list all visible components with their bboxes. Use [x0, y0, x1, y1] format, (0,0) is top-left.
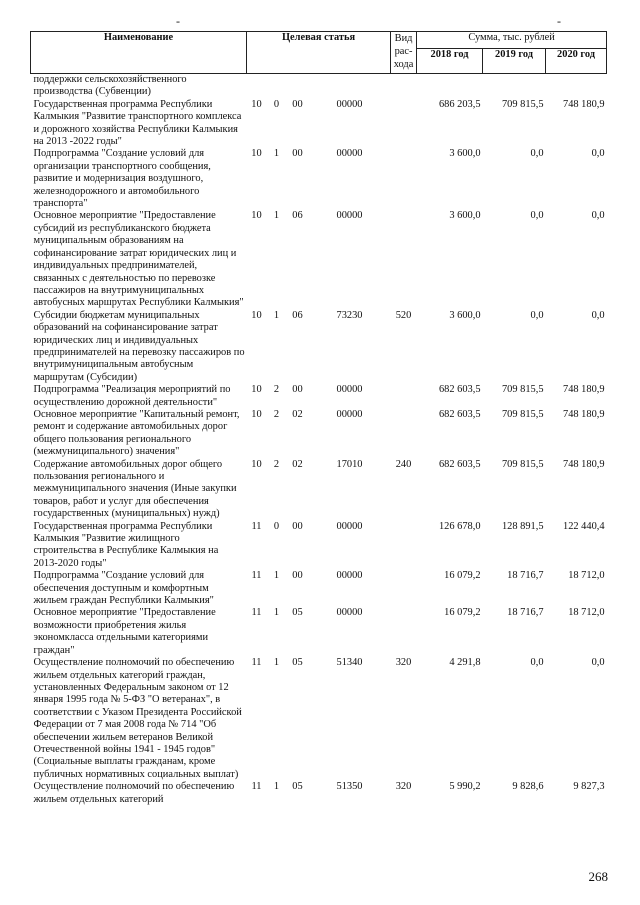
row-name: Подпрограмма "Реализация мероприятий по осуществлению дорожной деятельности": [33, 384, 231, 408]
amount-2020: 0,0: [591, 210, 605, 222]
code-program: 11: [251, 570, 262, 582]
code-direction: 00000: [336, 210, 363, 222]
code-direction: 73230: [336, 309, 363, 321]
amount-2019: 0,0: [530, 657, 544, 669]
amount-2019: 128 891,5: [501, 520, 544, 532]
amount-2019: 709 815,5: [501, 408, 544, 420]
code-subprogram: 1: [273, 309, 280, 321]
code-direction: 51340: [336, 657, 363, 669]
amount-2018: 3 600,0: [449, 210, 481, 222]
code-program: [247, 74, 267, 99]
amount-2020: 18 712,0: [568, 607, 605, 619]
header-target: Целевая статья: [247, 32, 391, 74]
table-row: [31, 99, 607, 149]
amount-2019: 709 815,5: [501, 98, 544, 110]
amount-2018: 4 291,8: [449, 657, 481, 669]
row-name: поддержки сельскохозяйственного производства (Субвенции): [33, 74, 187, 98]
page-mark-right: -: [557, 14, 561, 28]
code-subprogram: 1: [273, 148, 280, 160]
row-name: Основное мероприятие "Предоставление субсидий из республиканского бюджета муниципальным образованиям на софинансирование затрат юридических лиц и индивидуальных предпринимателей, связанных с деятельностью по перевозке пассажиров на внутримуниципальных автобусных маршрутах Республики Калмыкия": [33, 210, 244, 309]
expense-type: 320: [395, 781, 412, 793]
header-2019: 2019 год: [483, 49, 546, 74]
table-row: [31, 210, 607, 309]
header-name: Наименование: [31, 32, 247, 74]
code-event: 05: [292, 607, 303, 619]
code-direction: [309, 74, 391, 99]
code-event: 00: [292, 520, 303, 532]
table-row: [31, 521, 607, 571]
code-direction: 17010: [336, 458, 363, 470]
amount-2020: 9 827,3: [573, 781, 605, 793]
amount-2020: 748 180,9: [563, 98, 605, 110]
code-subprogram: 2: [273, 384, 280, 396]
amount-2018: 682 603,5: [438, 458, 481, 470]
code-event: 06: [292, 309, 303, 321]
header-sum: Сумма, тыс. рублей: [417, 32, 607, 49]
amount-2019: 18 716,7: [507, 570, 544, 582]
code-direction: 00000: [336, 570, 363, 582]
expense-type: [391, 521, 417, 571]
code-subprogram: 2: [273, 408, 280, 420]
expense-type: [391, 409, 417, 459]
page-number: 268: [588, 869, 608, 884]
amount-2019: [483, 74, 546, 99]
amount-2018: 3 600,0: [449, 148, 481, 160]
row-name: Основное мероприятие "Предоставление возможности приобретения жилья экономкласса отдельными категориями граждан": [33, 607, 216, 656]
table-row: [31, 570, 607, 607]
expense-type: [391, 148, 417, 210]
code-program: 10: [251, 309, 262, 321]
code-event: 00: [292, 98, 303, 110]
table-row: [31, 74, 607, 99]
amount-2019: 0,0: [530, 148, 544, 160]
amount-2020: 748 180,9: [563, 408, 605, 420]
code-program: 10: [251, 384, 262, 396]
table-row: [31, 148, 607, 210]
code-program: 10: [251, 458, 262, 470]
code-program: 11: [251, 520, 262, 532]
amount-2020: 748 180,9: [563, 458, 605, 470]
expense-type: [391, 607, 417, 657]
code-event: 00: [292, 570, 303, 582]
table-row: [31, 657, 607, 781]
amount-2018: 16 079,2: [444, 607, 481, 619]
expense-type: [391, 570, 417, 607]
table-row: [31, 384, 607, 409]
amount-2018: 3 600,0: [449, 309, 481, 321]
amount-2020: 748 180,9: [563, 384, 605, 396]
code-program: 10: [251, 98, 262, 110]
code-subprogram: 2: [273, 458, 280, 470]
amount-2019: 709 815,5: [501, 384, 544, 396]
code-event: 00: [292, 384, 303, 396]
code-direction: 51350: [336, 781, 363, 793]
expense-type: [391, 210, 417, 309]
row-name: Осуществление полномочий по обеспечению жильем отдельных категорий: [33, 781, 235, 805]
code-subprogram: [267, 74, 287, 99]
expense-type: 520: [395, 309, 412, 321]
row-name: Государственная программа Республики Калмыкия "Развитие жилищного строительства в Республике Калмыкия на 2013-2020 годы": [33, 520, 219, 569]
code-program: 10: [251, 408, 262, 420]
code-event: [287, 74, 309, 99]
header-vid: Вид рас-хода: [391, 32, 417, 74]
code-direction: 00000: [336, 408, 363, 420]
row-name: Субсидии бюджетам муниципальных образований на софинансирование затрат юридических лиц и индивидуальных предпринимателей на перевозку пассажиров по внутримуниципальным автобусным маршрутам (Субсидии): [33, 309, 245, 383]
amount-2019: 0,0: [530, 210, 544, 222]
amount-2018: 16 079,2: [444, 570, 481, 582]
table-body: [31, 74, 607, 806]
amount-2020: 18 712,0: [568, 570, 605, 582]
expense-type: 320: [395, 657, 412, 669]
expense-type: [391, 99, 417, 149]
row-name: Подпрограмма "Создание условий для организации транспортного сообщения, развитие и модернизация воздушного, железнодорожного и автомобильного транспорта": [33, 148, 211, 210]
code-program: 10: [251, 148, 262, 160]
row-name: Подпрограмма "Создание условий для обеспечения доступным и комфортным жильем граждан Республики Калмыкия": [33, 570, 214, 607]
amount-2020: 0,0: [591, 148, 605, 160]
page-mark-left: -: [176, 14, 180, 28]
table-row: [31, 310, 607, 384]
code-event: 05: [292, 781, 303, 793]
amount-2020: 0,0: [591, 309, 605, 321]
code-direction: 00000: [336, 520, 363, 532]
row-name: Осуществление полномочий по обеспечению жильем отдельных категорий граждан, установленных Федеральным законом от 12 января 1995 года № 5-ФЗ "О ветеранах", в соответствии с Указом Президента Российской Федерации от 7 мая 2008 года № 714 "Об обеспечении жильем ветеранов Великой Отечественной войны 1941 - 1945 годов" (Социальные выплаты гражданам, кроме публичных нормативных социальных выплат): [33, 657, 242, 780]
code-program: 10: [251, 210, 262, 222]
code-subprogram: 1: [273, 210, 280, 222]
row-name: Основное мероприятие "Капитальный ремонт, ремонт и содержание автомобильных дорог общего пользования регионального (межмуниципального) значения": [33, 408, 240, 458]
code-subprogram: 0: [273, 520, 280, 532]
code-event: 00: [292, 148, 303, 160]
code-direction: 00000: [336, 148, 363, 160]
amount-2019: 9 828,6: [512, 781, 544, 793]
amount-2018: 682 603,5: [438, 384, 481, 396]
row-name: Государственная программа Республики Калмыкия "Развитие транспортного комплекса и дорожного хозяйства Республики Калмыкия на 2013 -2022 годы": [33, 98, 242, 148]
code-subprogram: 0: [273, 98, 280, 110]
code-subprogram: 1: [273, 781, 280, 793]
amount-2018: [417, 74, 483, 99]
code-direction: 00000: [336, 607, 363, 619]
amount-2020: 122 440,4: [563, 520, 605, 532]
code-subprogram: 1: [273, 657, 280, 669]
amount-2018: 686 203,5: [438, 98, 481, 110]
amount-2019: 709 815,5: [501, 458, 544, 470]
table-row: [31, 607, 607, 657]
amount-2018: 682 603,5: [438, 408, 481, 420]
code-subprogram: 1: [273, 607, 280, 619]
expense-type: 240: [395, 458, 412, 470]
table-row: [31, 409, 607, 459]
code-event: 06: [292, 210, 303, 222]
code-program: 11: [251, 607, 262, 619]
amount-2019: 18 716,7: [507, 607, 544, 619]
expense-type: [391, 74, 417, 99]
amount-2019: 0,0: [530, 309, 544, 321]
header-2020: 2020 год: [546, 49, 607, 74]
code-event: 05: [292, 657, 303, 669]
code-program: 11: [251, 657, 262, 669]
table-row: [31, 459, 607, 521]
code-direction: 00000: [336, 384, 363, 396]
code-subprogram: 1: [273, 570, 280, 582]
amount-2020: 0,0: [591, 657, 605, 669]
row-name: Содержание автомобильных дорог общего пользования регионального и межмуниципального значения (Иные закупки товаров, работ и услуг для обеспечения государственных (муниципальных) нужд): [33, 458, 237, 520]
code-event: 02: [292, 458, 303, 470]
code-event: 02: [292, 408, 303, 420]
expense-type: [391, 384, 417, 409]
budget-table: [30, 31, 607, 806]
code-program: 11: [251, 781, 262, 793]
code-direction: 00000: [336, 98, 363, 110]
table-row: [31, 781, 607, 806]
amount-2018: 126 678,0: [438, 520, 481, 532]
header-2018: 2018 год: [417, 49, 483, 74]
amount-2018: 5 990,2: [449, 781, 481, 793]
amount-2020: [546, 74, 607, 99]
